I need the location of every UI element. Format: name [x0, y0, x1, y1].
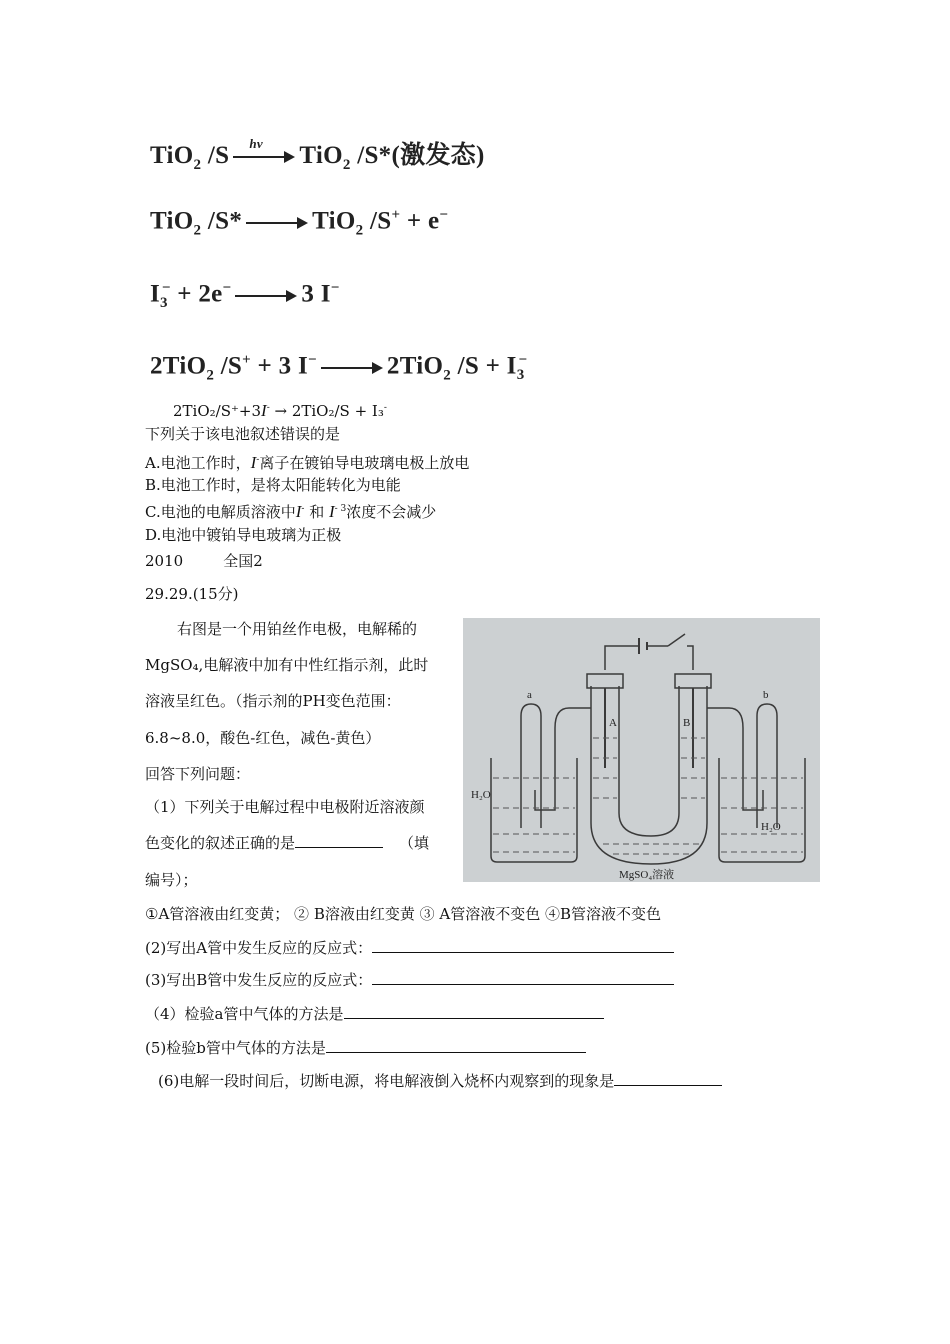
- option-b: B.电池工作时，是将太阳能转化为电能: [145, 476, 401, 494]
- equation-excitation: TiO$_2$ /S hv TiO$_2$ /S*(激发态): [150, 136, 485, 173]
- electrolysis-apparatus-figure: [463, 618, 820, 882]
- side-arm-left: [555, 708, 591, 800]
- equation-injection: TiO$_2$ /S* TiO$_2$ /S+ + e−: [150, 207, 449, 239]
- question-1-line-2: 色变化的叙述正确的是 （填: [145, 834, 430, 852]
- reaction-arrow: [246, 216, 308, 230]
- label-h2o-right: H₂O: [761, 821, 781, 833]
- equation-reduction: $I_3^- + 2e^-$ 3 I−: [150, 280, 340, 312]
- answer-blank-2[interactable]: [372, 938, 674, 953]
- question-4: （4）检验a管中气体的方法是: [145, 1004, 604, 1024]
- question-6: (6)电解一段时间后，切断电源，将电解液倒入烧杯内观察到的现象是: [158, 1071, 722, 1091]
- u-tube-outer: [591, 686, 707, 864]
- reaction-arrow: [321, 361, 383, 375]
- question-5: (5)检验b管中气体的方法是: [145, 1038, 586, 1058]
- answer-blank-4[interactable]: [344, 1004, 604, 1019]
- wire-left: [605, 646, 639, 670]
- wire-right: [687, 646, 693, 670]
- answer-blank-6[interactable]: [614, 1071, 722, 1086]
- u-tube-inner: [619, 686, 679, 836]
- answer-blank-3[interactable]: [372, 970, 674, 985]
- side-arm-right: [707, 708, 743, 800]
- label-a: a: [527, 689, 532, 701]
- answer-blank-5[interactable]: [326, 1038, 586, 1053]
- apparatus-drawing: [463, 618, 820, 882]
- reaction-arrow: [235, 289, 297, 303]
- question-1-line-3: 编号）；: [145, 871, 198, 889]
- label-h2o-left: H₂O: [471, 789, 491, 801]
- equation-regeneration: 2TiO$_2$ /S+ + 3 I− 2TiO$_2$ $/S + I_3^-$: [150, 352, 528, 384]
- question-number: 29.29.(15分): [145, 585, 239, 603]
- option-c: C.电池的电解质溶液中I- 和 $I^{- 3}$浓度不会减少: [145, 502, 437, 521]
- stopper-left: [587, 674, 623, 688]
- option-a: A.电池工作时，I-离子在镀铂导电玻璃电极上放电: [145, 453, 470, 472]
- answer-choices: ①A管溶液由红变黄； ② B溶液由红变黄 ③ A管溶液不变色 ④B管溶液不变色: [145, 905, 662, 923]
- source-line: 2010 全国2: [145, 552, 263, 570]
- intro-line-3: 溶液呈红色。（指示剂的PH变色范围：: [145, 692, 401, 710]
- answer-prompt: 回答下列问题：: [145, 765, 251, 783]
- label-A: A: [609, 717, 617, 729]
- delivery-tube-left: [535, 790, 555, 810]
- label-B: B: [683, 717, 691, 729]
- plain-equation: 2TiO₂/S⁺+3I- → 2TiO₂/S + I₃-: [173, 401, 387, 420]
- delivery-tube-right: [743, 790, 763, 810]
- switch-blade: [668, 634, 685, 646]
- reaction-arrow: hv: [233, 150, 295, 164]
- label-solution: MgSO₄溶液: [619, 869, 675, 881]
- question-1-line-1: （1）下列关于电解过程中电极附近溶液颜: [145, 798, 425, 816]
- question-3: (3)写出B管中发生反应的反应式：: [145, 970, 674, 990]
- intro-line-2: MgSO₄,电解液中加有中性红指示剂，此时: [145, 656, 429, 674]
- intro-line-4: 6.8~8.0，酸色-红色，减色-黄色）: [145, 729, 381, 747]
- question-2: (2)写出A管中发生反应的反应式：: [145, 938, 674, 958]
- intro-line-1: 右图是一个用铂丝作电极，电解稀的: [177, 620, 418, 638]
- option-d: D.电池中镀铂导电玻璃为正极: [145, 526, 342, 544]
- stopper-right: [675, 674, 711, 688]
- label-b: b: [763, 689, 769, 701]
- answer-blank-1[interactable]: [295, 833, 383, 848]
- beaker-left: [491, 758, 577, 862]
- question-stem: 下列关于该电池叙述错误的是: [145, 425, 341, 443]
